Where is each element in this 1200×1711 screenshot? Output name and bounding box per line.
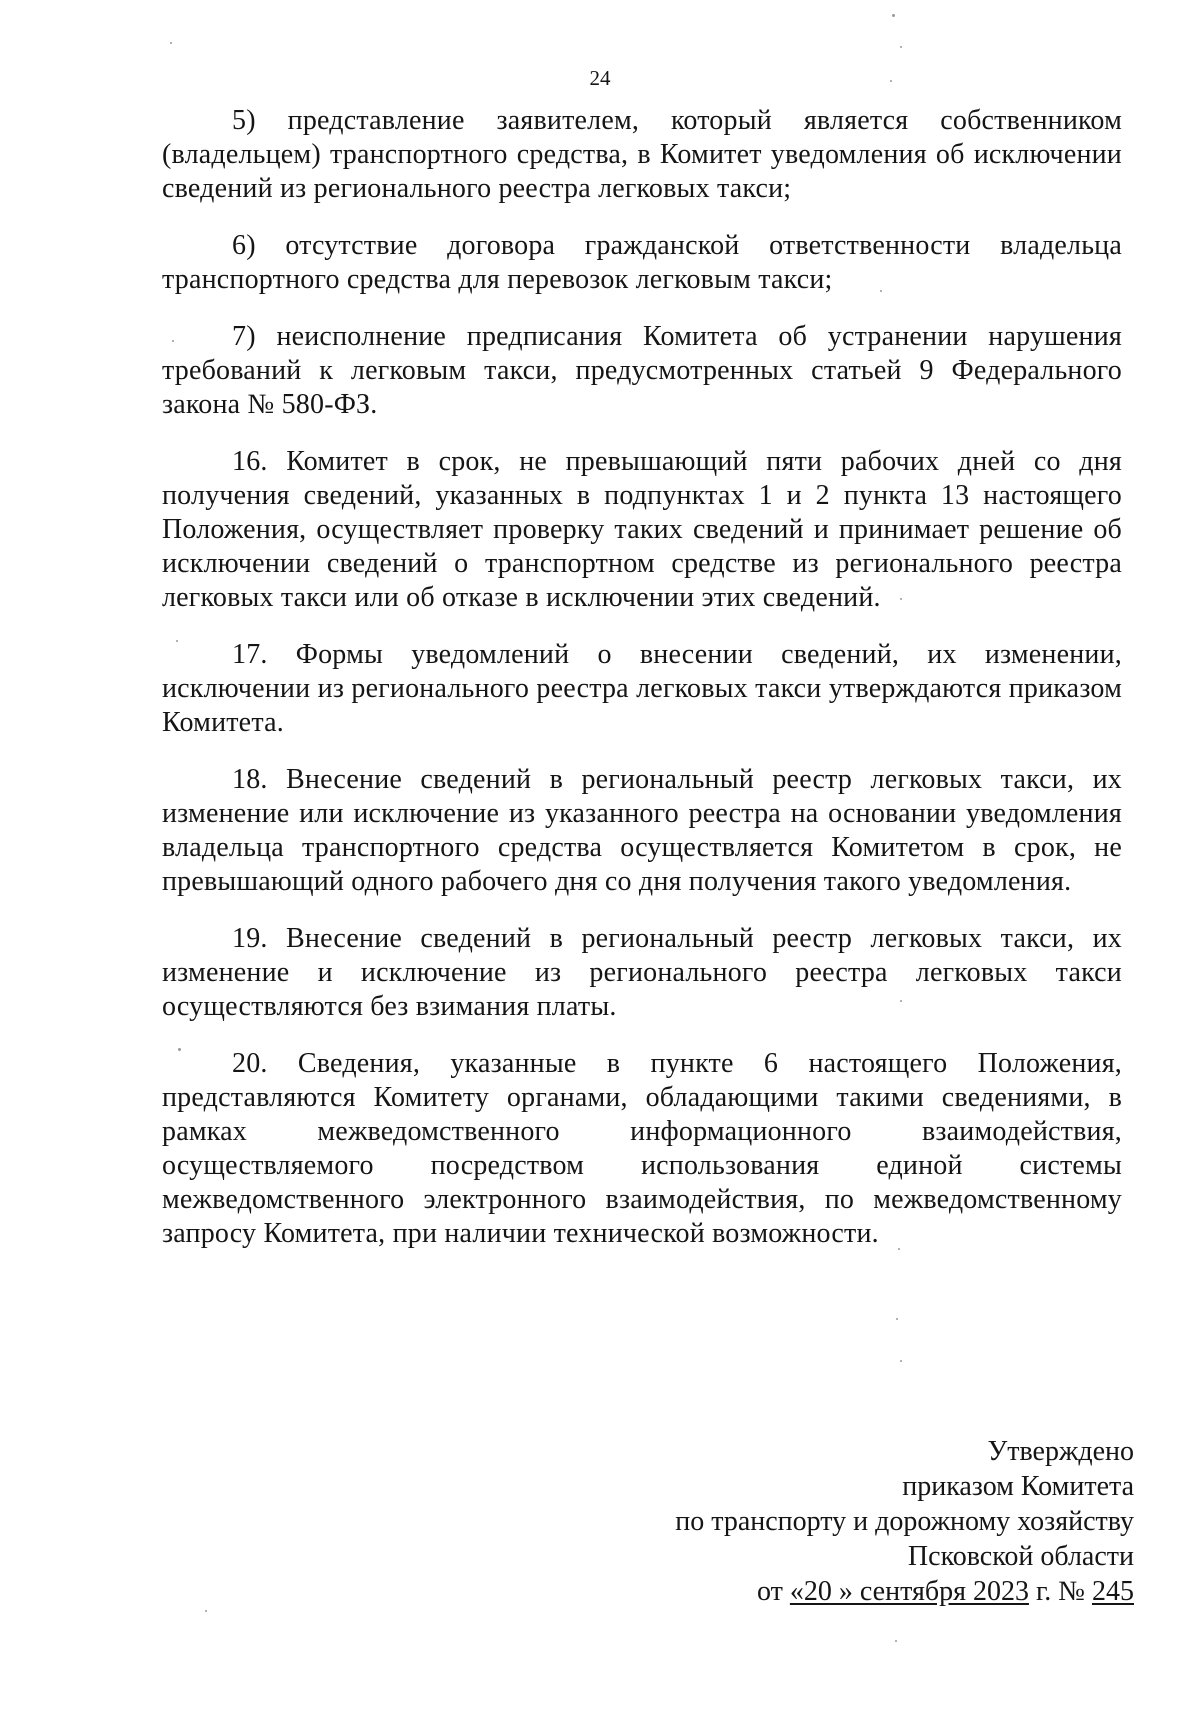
paragraph-19: 19. Внесение сведений в региональный реестр легковых такси, их изменение и исключение из регионального реестра легковых такси осуществляются без взимания платы. (162, 923, 1122, 1022)
document-body (162, 104, 1122, 1274)
paragraph-17: 17. Формы уведомлений о внесении сведений, их изменении, исключении из регионального реестра легковых такси утверждаются приказом Комитета. (162, 639, 1122, 738)
paragraph-7: 7) неисполнение предписания Комитета об устранении нарушения требований к легковым такси, предусмотренных статьей 9 Федерального закона № 580-ФЗ. (162, 321, 1122, 420)
approval-number: 245 (1092, 1576, 1134, 1607)
approval-date: «20 » сентября 2023 (789, 1576, 1029, 1607)
approval-line-region: Псковской области (907, 1541, 1134, 1572)
approval-date-prefix: от (757, 1576, 783, 1607)
scan-speck (900, 1360, 902, 1362)
scan-speck (178, 1048, 181, 1051)
paragraph-5: 5) представление заявителем, который является собственником (владельцем) транспортного средства, в Комитет уведомления об исключении сведений из регионального реестра легковых такси; (162, 105, 1122, 204)
approval-block (434, 1434, 1134, 1609)
scan-speck (896, 1318, 898, 1320)
scan-speck (898, 1248, 900, 1250)
approval-line-committee: по транспорту и дорожному хозяйству (675, 1506, 1134, 1537)
scan-speck (170, 42, 172, 44)
scan-speck (890, 80, 892, 82)
approval-line-approved: Утверждено (987, 1436, 1134, 1467)
approval-line-date-number (434, 1574, 1134, 1609)
approval-line-order: приказом Комитета (902, 1471, 1134, 1502)
scan-speck (895, 1640, 897, 1642)
scan-speck (900, 598, 902, 600)
paragraph-6: 6) отсутствие договора гражданской ответственности владельца транспортного средства для перевозок легковым такси; (162, 230, 1122, 295)
scan-speck (880, 290, 882, 292)
scan-speck (172, 340, 174, 342)
scan-speck (176, 640, 178, 642)
scan-speck (205, 1610, 207, 1612)
approval-number-label: г. № (1035, 1576, 1085, 1607)
paragraph-18: 18. Внесение сведений в региональный реестр легковых такси, их изменение или исключение из указанного реестра на основании уведомления владельца транспортного средства осуществляется Комитетом в срок, не превышающий одного рабочего дня со дня получения такого уведомления. (162, 764, 1122, 897)
paragraph-20: 20. Сведения, указанные в пункте 6 настоящего Положения, представляются Комитету органами, обладающими такими сведениями, в рамках межведомственного информационного взаимодействия, осуществляемого посредством использования единой системы межведомственного электронного взаимодействия, по межведомственному запросу Комитета, при наличии технической возможности. (162, 1048, 1122, 1249)
page-number: 24 (589, 66, 611, 90)
paragraph-16: 16. Комитет в срок, не превышающий пяти рабочих дней со дня получения сведений, указанных в подпунктах 1 и 2 пункта 13 настоящего Положения, осуществляет проверку таких сведений и принимает решение об исключении сведений о транспортном средстве из регионального реестра легковых такси или об отказе в исключении этих сведений. (162, 446, 1122, 613)
scan-speck (892, 14, 895, 17)
scan-speck (900, 1000, 902, 1002)
scan-speck (900, 46, 902, 48)
